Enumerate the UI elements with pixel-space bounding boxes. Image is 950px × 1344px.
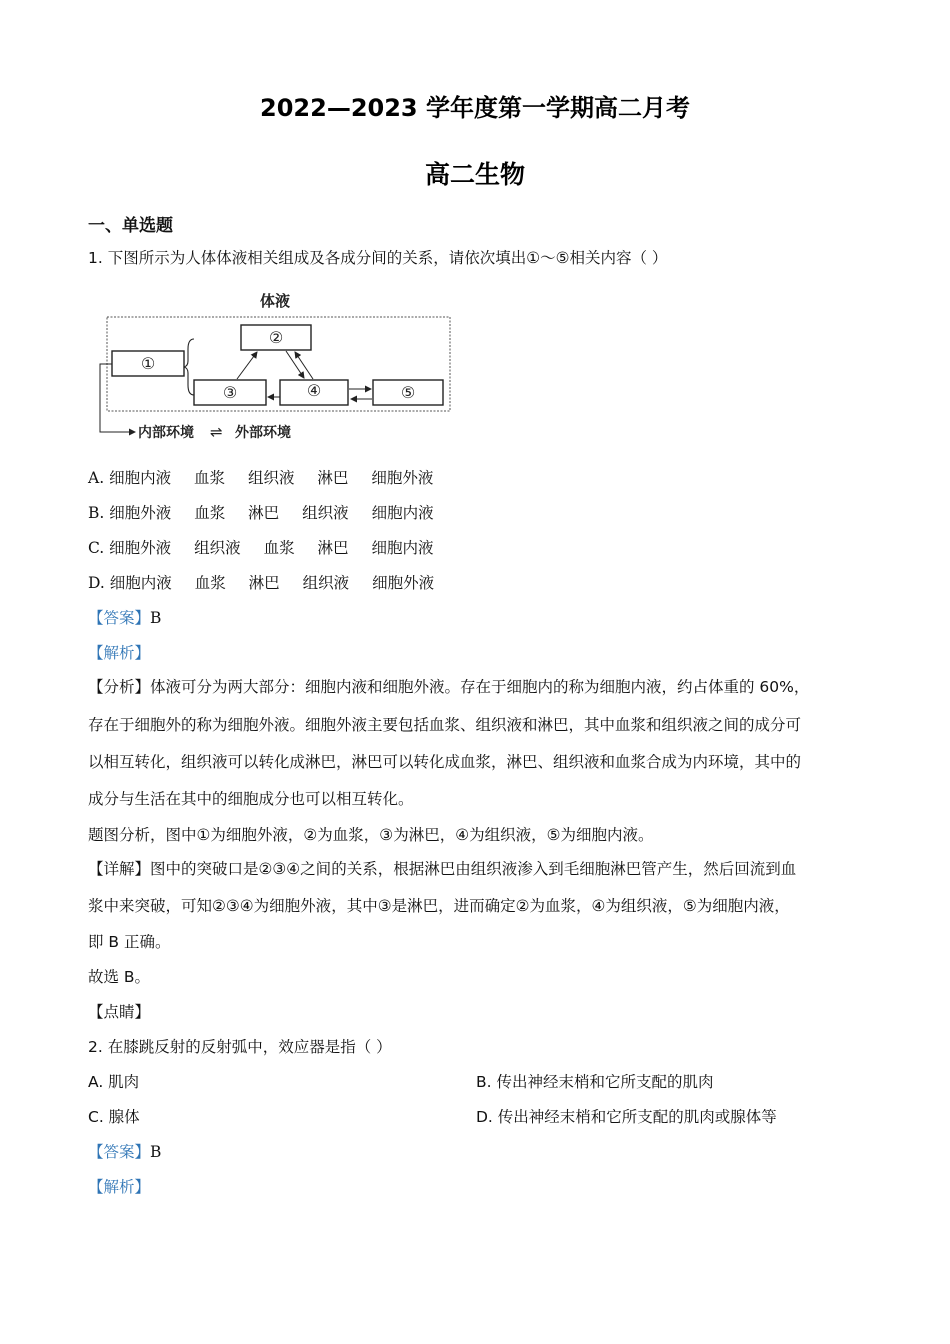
q1-option-c: C. 细胞外液 组织液 血浆 淋巴 细胞内液 (88, 539, 434, 557)
arrow-2-to-4 (286, 351, 304, 378)
external-env-label: 外部环境 (235, 425, 291, 441)
q1-option-d: D. 细胞内液 血浆 淋巴 组织液 细胞外液 (88, 574, 435, 592)
q2-stem: 2. 在膝跳反射的反射弧中，效应器是指（ ） (88, 1038, 392, 1056)
q2-analysis-label: 【解析】 (88, 1178, 151, 1196)
subject-title: 高二生物 (424, 160, 525, 189)
q2-option-d: D. 传出神经末梢和它所支配的肌肉或腺体等 (476, 1108, 777, 1126)
answer-label: 【答案】 (88, 609, 151, 627)
q1-analysis-label: 【解析】 (88, 644, 151, 662)
q2-option-a: A. 肌肉 (88, 1073, 140, 1091)
q2-option-b: B. 传出神经末梢和它所支配的肌肉 (476, 1073, 714, 1091)
q1-answer (88, 608, 161, 628)
arrow-4-to-2 (295, 352, 313, 379)
q1-option-a: A. 细胞内液 血浆 组织液 淋巴 细胞外液 (88, 469, 434, 487)
q1-option-b: B. 细胞外液 血浆 淋巴 组织液 细胞内液 (88, 504, 434, 522)
node-4-label: ④ (306, 381, 322, 400)
detail-line: 浆中来突破，可知②③④为细胞外液，其中③是淋巴，进而确定②为血浆，④为组织液，⑤为细胞内液， (88, 897, 790, 915)
diagram-title: 体液 (259, 292, 291, 310)
analysis-line: 成分与生活在其中的细胞成分也可以相互转化。 (88, 790, 414, 808)
node-2-label: ② (268, 328, 284, 347)
highlight-label: 【点睛】 (88, 1003, 151, 1021)
exchange-symbol: ⇌ (210, 423, 223, 441)
analysis-line: 以相互转化，组织液可以转化成淋巴，淋巴可以转化成血浆，淋巴、组织液和血浆合成为内环境，其中的 (88, 753, 802, 771)
detail-line: 即 B 正确。 (88, 933, 171, 951)
answer-value: B (150, 609, 162, 627)
q2-option-c: C. 腺体 (88, 1108, 140, 1126)
node-5-label: ⑤ (400, 383, 416, 402)
body-fluid-diagram (95, 285, 465, 445)
node-1-label: ① (140, 354, 156, 373)
arrow-3-to-2 (237, 352, 257, 379)
node-3-label: ③ (222, 383, 238, 402)
internal-env-label: 内部环境 (138, 425, 194, 441)
analysis-line: 【分析】体液可分为两大部分：细胞内液和细胞外液。存在于细胞内的称为细胞内液，约占体重的 60%， (88, 678, 810, 696)
q2-answer (88, 1142, 161, 1162)
detail-line: 【详解】图中的突破口是②③④之间的关系，根据淋巴由组织液渗入到毛细胞淋巴管产生，然后回流到血 (88, 860, 797, 878)
q1-stem: 1. 下图所示为人体体液相关组成及各成分间的关系，请依次填出①～⑤相关内容（ ） (88, 249, 668, 267)
answer-value: B (150, 1143, 162, 1161)
conclusion-line: 故选 B。 (88, 968, 151, 986)
exam-title: 2022—2023 学年度第一学期高二月考 (260, 94, 690, 122)
analysis-line: 存在于细胞外的称为细胞外液。细胞外液主要包括血浆、组织液和淋巴，其中血浆和组织液之间的成分可 (88, 716, 802, 734)
answer-label: 【答案】 (88, 1143, 151, 1161)
brace (184, 339, 194, 395)
section-heading: 一、单选题 (88, 216, 173, 236)
analysis-line: 题图分析，图中①为细胞外液，②为血浆，③为淋巴，④为组织液，⑤为细胞内液。 (88, 826, 654, 844)
